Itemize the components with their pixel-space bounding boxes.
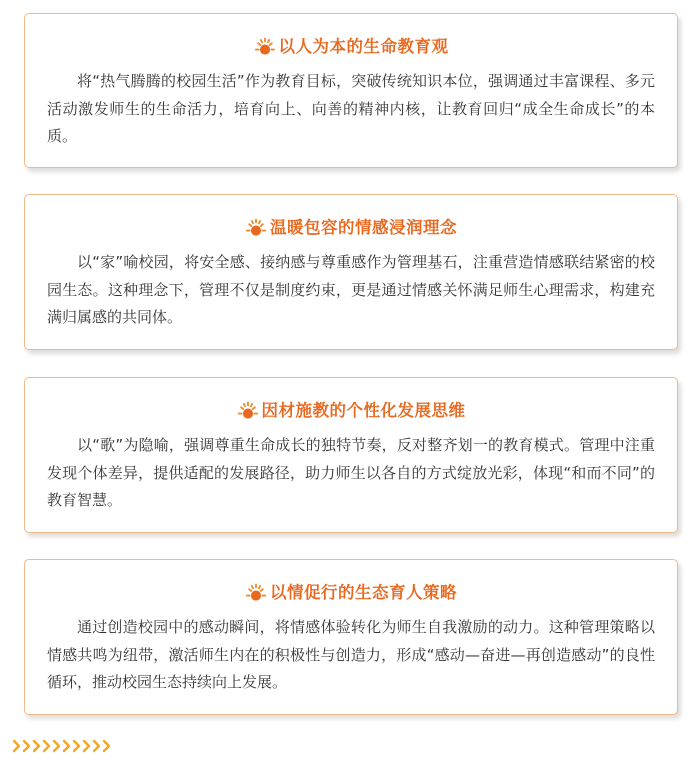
section-title: 温暖包容的情感浸润理念 (270, 218, 457, 237)
chevron-right-icon (92, 739, 101, 753)
section-header (25, 213, 677, 239)
chevron-right-icon (32, 739, 41, 753)
section-header (25, 578, 677, 604)
chevron-right-icon (82, 739, 91, 753)
sun-icon (254, 34, 276, 56)
sun-icon (237, 398, 259, 420)
chevron-right-icon (12, 739, 21, 753)
section-body: 以“歌”为隐喻，强调尊重生命成长的独特节奏，反对整齐划一的教育模式。管理中注重发现个体差异，提供适配的发展路径，助力师生以各自的方式绽放光彩，体现“和而不同”的教育智慧。 (47, 436, 655, 509)
sun-icon (245, 215, 267, 237)
chevron-right-icon (42, 739, 51, 753)
chevron-right-icon (62, 739, 71, 753)
section-body: 将“热气腾腾的校园生活”作为教育目标，突破传统知识本位，强调通过丰富课程、多元活动激发师生的生命活力，培育向上、向善的精神内核，让教育回归“成全生命成长”的本质。 (47, 72, 655, 145)
section-title: 以情促行的生态育人策略 (270, 583, 457, 602)
sun-icon (245, 580, 267, 602)
section-card-4 (24, 559, 678, 715)
section-card-1 (24, 13, 678, 168)
section-body: 以“家”喻校园，将安全感、接纳感与尊重感作为管理基石，注重营造情感联结紧密的校园生态。这种理念下，管理不仅是制度约束，更是通过情感关怀满足师生心理需求，构建充满归属感的共同体。 (47, 253, 655, 326)
section-header (25, 32, 677, 58)
section-title: 因材施教的个性化发展思维 (261, 401, 466, 420)
section-title: 以人为本的生命教育观 (278, 37, 449, 56)
section-card-2 (24, 194, 678, 350)
section-body: 通过创造校园中的感动瞬间，将情感体验转化为师生自我激励的动力。这种管理策略以情感共鸣为纽带，激活师生内在的积极性与创造力，形成“感动—奋进—再创造感动”的良性循环，推动校园生态持续向上发展。 (47, 618, 655, 691)
section-header (25, 396, 677, 422)
chevron-right-icon (52, 739, 61, 753)
chevron-right-icon (102, 739, 111, 753)
footer-chevron-row (12, 736, 112, 756)
section-card-3 (24, 377, 678, 533)
chevron-right-icon (72, 739, 81, 753)
chevron-right-icon (22, 739, 31, 753)
